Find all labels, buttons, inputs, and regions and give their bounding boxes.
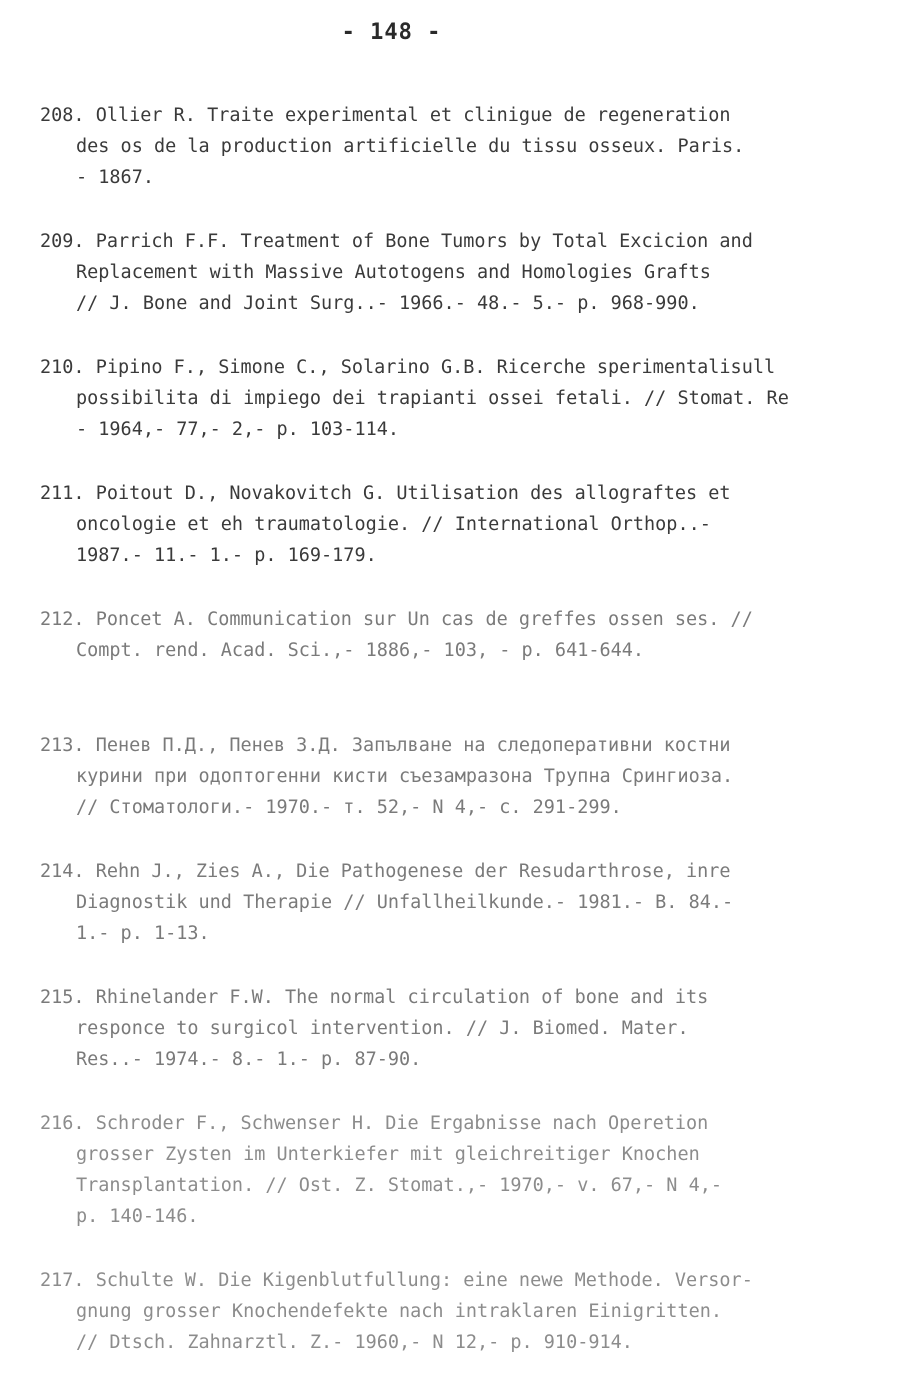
reference-line: 208. Ollier R. Traite experimental et clinigue de regeneration xyxy=(40,105,731,126)
page-number: - 148 - xyxy=(341,20,442,45)
reference-line: 214. Rehn J., Zies A., Die Pathogenese der Resudarthrose, inre xyxy=(40,861,731,882)
reference-item-211 xyxy=(40,478,890,604)
reference-line: - 1964,- 77,- 2,- p. 103-114. xyxy=(76,419,400,440)
reference-line: 212. Poncet A. Communication sur Un cas de greffes ossen ses. // xyxy=(40,609,753,630)
reference-item-209 xyxy=(40,226,890,352)
reference-line: // J. Bone and Joint Surg..- 1966.- 48.- 5.- p. 968-990. xyxy=(76,293,700,314)
reference-line: grosser Zysten im Unterkiefer mit gleichreitiger Knochen xyxy=(76,1144,700,1165)
reference-line: Diagnostik und Therapie // Unfallheilkunde.- 1981.- B. 84.- xyxy=(76,892,734,913)
reference-item-213 xyxy=(40,730,890,856)
reference-line: // Dtsch. Zahnarztl. Z.- 1960,- N 12,- p. 910-914. xyxy=(76,1332,633,1353)
reference-item-215 xyxy=(40,982,890,1108)
reference-line: des os de la production artificielle du tissu osseux. Paris. xyxy=(76,136,745,157)
reference-line: - 1867. xyxy=(76,167,154,188)
reference-line: p. 140-146. xyxy=(76,1206,199,1227)
reference-line: курини при одоптогенни кисти съезамразона Трупна Срингиоза. xyxy=(76,766,734,787)
reference-item-217 xyxy=(40,1265,890,1391)
reference-line: 210. Pipino F., Simone C., Solarino G.B. Ricerche sperimentalisull xyxy=(40,357,776,378)
reference-line: 1987.- 11.- 1.- p. 169-179. xyxy=(76,545,377,566)
reference-item-208 xyxy=(40,100,890,226)
reference-item-212 xyxy=(40,604,890,730)
reference-line: possibilita di impiego dei trapianti ossei fetali. // Stomat. Re xyxy=(76,388,789,409)
reference-line: 1.- p. 1-13. xyxy=(76,923,210,944)
reference-line: responce to surgicol intervention. // J. Biomed. Mater. xyxy=(76,1018,689,1039)
reference-line: Transplantation. // Ost. Z. Stomat.,- 1970,- v. 67,- N 4,- xyxy=(76,1175,723,1196)
reference-line: Res..- 1974.- 8.- 1.- p. 87-90. xyxy=(76,1049,422,1070)
reference-line: 209. Parrich F.F. Treatment of Bone Tumors by Total Excicion and xyxy=(40,231,753,252)
reference-line: 215. Rhinelander F.W. The normal circulation of bone and its xyxy=(40,987,709,1008)
reference-line: Compt. rend. Acad. Sci.,- 1886,- 103, - p. 641-644. xyxy=(76,640,645,661)
reference-line: gnung grosser Knochendefekte nach intraklaren Einigritten. xyxy=(76,1301,723,1322)
reference-item-216 xyxy=(40,1108,890,1265)
reference-line: 216. Schroder F., Schwenser H. Die Ergabnisse nach Operetion xyxy=(40,1113,709,1134)
reference-line: 217. Schulte W. Die Kigenblutfullung: eine newe Methode. Versor- xyxy=(40,1270,753,1291)
reference-line: 213. Пенев П.Д., Пенев З.Д. Запълване на следоперативни костни xyxy=(40,735,731,756)
reference-item-214 xyxy=(40,856,890,982)
reference-list xyxy=(40,100,890,1391)
reference-line: // Стоматологи.- 1970.- т. 52,- N 4,- с. 291-299. xyxy=(76,797,622,818)
reference-line: Replacement with Massive Autotogens and Homologies Grafts xyxy=(76,262,711,283)
reference-line: 211. Poitout D., Novakovitch G. Utilisation des allograftes et xyxy=(40,483,731,504)
reference-line: oncologie et eh traumatologie. // International Orthop..- xyxy=(76,514,711,535)
reference-item-210 xyxy=(40,352,890,478)
